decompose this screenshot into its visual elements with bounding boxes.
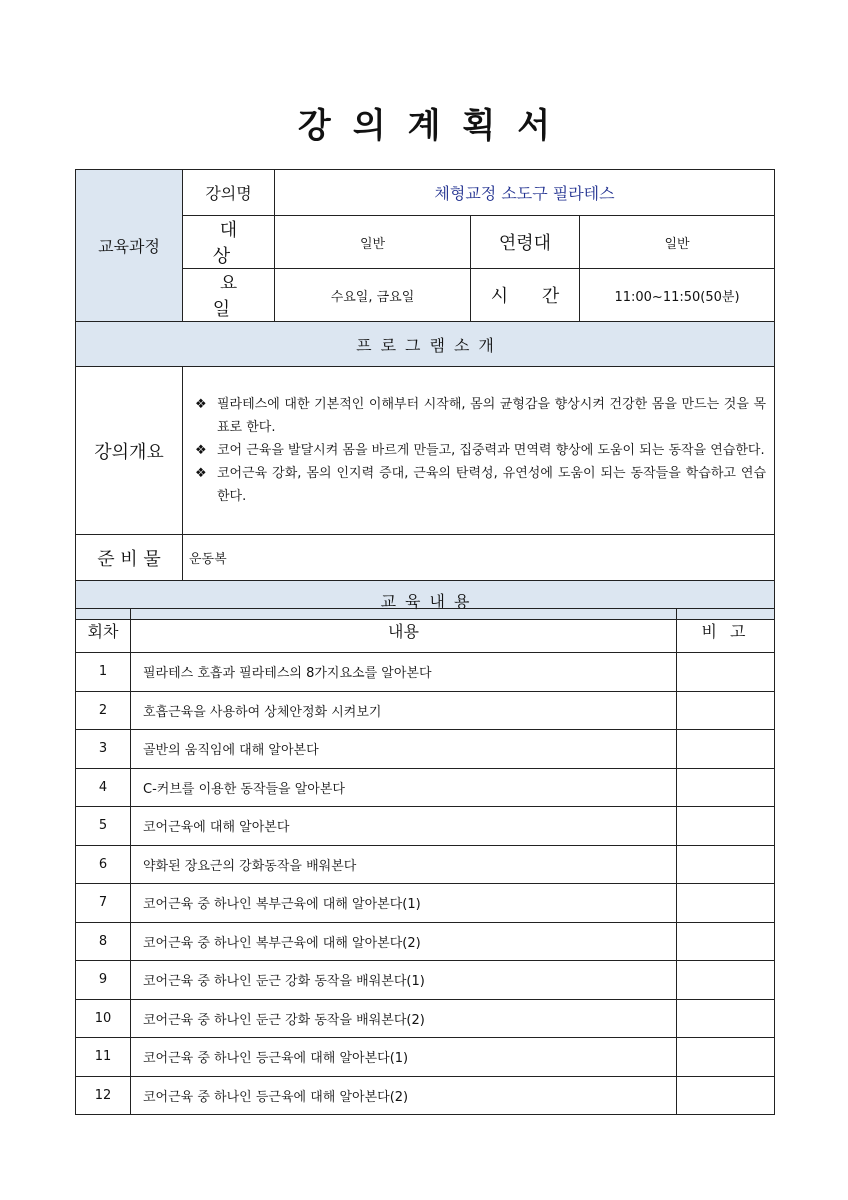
table-row: [76, 691, 775, 730]
target-value: 일반: [275, 216, 471, 269]
table-row: [76, 922, 775, 961]
overview-item-text: 코어근육 강화, 몸의 인지력 증대, 근육의 탄력성, 유연성에 도움이 되는 동작들을 학습하고 연습한다.: [217, 466, 767, 504]
prep-value: 운동복: [183, 535, 775, 581]
session-note: [677, 1038, 775, 1077]
session-number: 12: [76, 1076, 131, 1115]
session-note: [677, 768, 775, 807]
diamond-bullet-icon: ❖: [195, 397, 207, 412]
age-label: 연령대: [471, 216, 580, 269]
session-content: 코어근육 중 하나인 복부근육에 대해 알아본다(2): [131, 922, 677, 961]
session-note: [677, 999, 775, 1038]
session-note: [677, 807, 775, 846]
table-row: [76, 807, 775, 846]
session-content: 약화된 장요근의 강화동작을 배워본다: [131, 845, 677, 884]
overview-item-text: 필라테스에 대한 기본적인 이해부터 시작해, 몸의 균형감을 향상시켜 건강한 몸을 만드는 것을 목표로 한다.: [217, 397, 767, 435]
session-number: 6: [76, 845, 131, 884]
day-value: 수요일, 금요일: [275, 269, 471, 322]
session-content: 코어근육 중 하나인 둔근 강화 동작을 배워본다(1): [131, 961, 677, 1000]
overview-item: [195, 393, 766, 439]
diamond-bullet-icon: ❖: [195, 466, 207, 481]
col-header-session: 회차: [76, 609, 131, 653]
session-content: 골반의 움직임에 대해 알아본다: [131, 730, 677, 769]
session-number: 7: [76, 884, 131, 923]
table-row: [76, 999, 775, 1038]
table-row: [76, 1038, 775, 1077]
session-content: C-커브를 이용한 동작들을 알아본다: [131, 768, 677, 807]
day-label: 요 일: [183, 269, 275, 322]
time-label: 시 간: [471, 269, 580, 322]
session-number: 1: [76, 653, 131, 692]
session-note: [677, 845, 775, 884]
session-note: [677, 1076, 775, 1115]
session-note: [677, 922, 775, 961]
table-row: [76, 961, 775, 1000]
overview-list: [183, 387, 774, 514]
target-label: 대 상: [183, 216, 275, 269]
session-note: [677, 884, 775, 923]
document-title: 강의계획서: [297, 106, 573, 146]
section-label-course: 교육과정: [76, 170, 183, 322]
session-content: 코어근육 중 하나인 둔근 강화 동작을 배워본다(2): [131, 999, 677, 1038]
session-note: [677, 961, 775, 1000]
table-row: [76, 1076, 775, 1115]
education-header: 교육내용: [76, 581, 775, 620]
session-table: [75, 608, 775, 1115]
session-number: 4: [76, 768, 131, 807]
time-value: 11:00~11:50(50분): [580, 269, 775, 322]
session-number: 9: [76, 961, 131, 1000]
age-value: 일반: [580, 216, 775, 269]
session-note: [677, 691, 775, 730]
table-row: [76, 884, 775, 923]
session-number: 10: [76, 999, 131, 1038]
session-number: 3: [76, 730, 131, 769]
session-content: 코어근육 중 하나인 등근육에 대해 알아본다(1): [131, 1038, 677, 1077]
session-note: [677, 730, 775, 769]
session-content: 코어근육에 대해 알아본다: [131, 807, 677, 846]
program-intro-header: 프로그램소개: [76, 322, 775, 367]
table-row: [76, 730, 775, 769]
overview-item: [195, 462, 766, 508]
overview-item: [195, 439, 766, 462]
table-row: [76, 653, 775, 692]
session-content: 호흡근육을 사용하여 상체안정화 시켜보기: [131, 691, 677, 730]
course-name-label: 강의명: [183, 170, 275, 216]
col-header-note: 비 고: [677, 609, 775, 653]
overview-item-text: 코어 근육을 발달시켜 몸을 바르게 만들고, 집중력과 면역력 향상에 도움이 되는 동작을 연습한다.: [217, 443, 765, 458]
session-rows: [76, 653, 775, 1115]
table-row: [76, 845, 775, 884]
session-number: 2: [76, 691, 131, 730]
session-number: 11: [76, 1038, 131, 1077]
col-header-content: 내용: [131, 609, 677, 653]
session-content: 코어근육 중 하나인 복부근육에 대해 알아본다(1): [131, 884, 677, 923]
course-info-table: [75, 169, 775, 620]
diamond-bullet-icon: ❖: [195, 443, 207, 458]
table-row: [76, 768, 775, 807]
session-note: [677, 653, 775, 692]
overview-content: [183, 367, 775, 535]
session-number: 5: [76, 807, 131, 846]
course-name-value: 체형교정 소도구 필라테스: [275, 170, 775, 216]
session-number: 8: [76, 922, 131, 961]
session-content: 필라테스 호흡과 필라테스의 8가지요소를 알아본다: [131, 653, 677, 692]
overview-label: 강의개요: [76, 367, 183, 535]
session-content: 코어근육 중 하나인 등근육에 대해 알아본다(2): [131, 1076, 677, 1115]
prep-label: 준 비 물: [76, 535, 183, 581]
